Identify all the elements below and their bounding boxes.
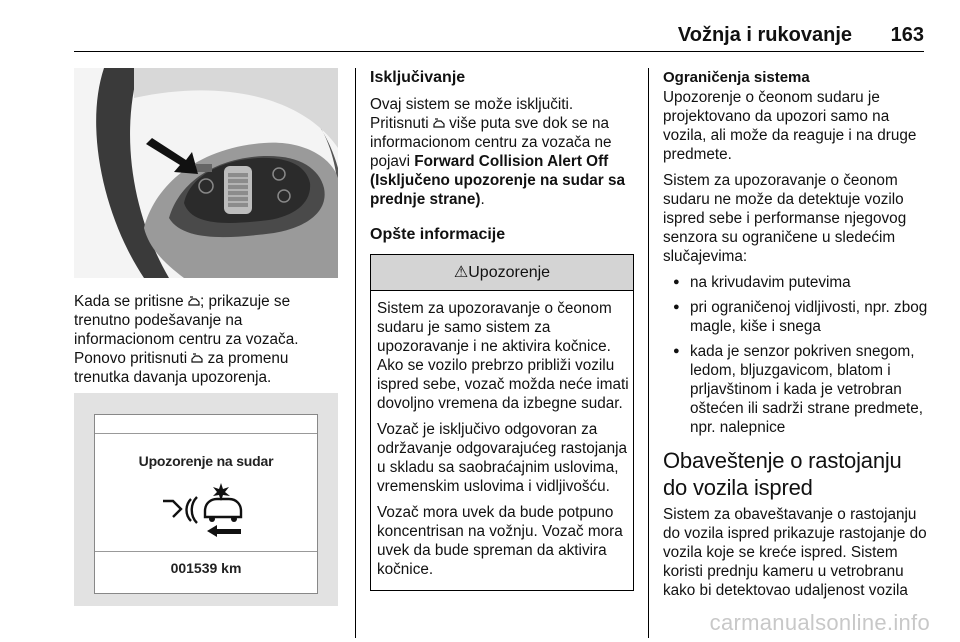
cluster-display-figure (74, 393, 338, 606)
warning-paragraph: Sistem za upozoravanje o čeonom sudaru je samo sistem za upozoravanje i ne aktivira kočnice. Ako se vozilo prebrzo približi vozilu ispred sebe, vozač možda neće imati dovoljno vremena da izbegne sudar. (377, 300, 629, 412)
column-divider-2 (648, 68, 649, 638)
heading-deactivation: Isključivanje (370, 69, 466, 86)
heading-following-distance: Obaveštenje o rastojanju do vozila ispred (663, 448, 902, 500)
warning-box (370, 254, 634, 591)
paragraph-limits-cases: Sistem za upozoravanje o čeonom sudaru ne može da detektuje vozilo ispred sebe i performanse njegovog senzora su ograničene u sledećim slučajevima: (663, 172, 907, 265)
warning-header (371, 255, 633, 291)
watermark: carmanualsonline.info (709, 610, 930, 635)
forward-collision-alert-icon (157, 481, 257, 545)
odometer-reading: 001539 km (170, 560, 242, 576)
heading-system-limits: Ograničenja sistema (663, 69, 810, 86)
heading-general-info: Opšte informacije (370, 226, 506, 243)
chapter-title: Vožnja i rukovanje (677, 24, 852, 46)
display-separator-top (95, 433, 317, 434)
column-divider-1 (355, 68, 356, 638)
car-distance-icon (433, 117, 445, 129)
list-item: ● na krivudavim putevima (663, 273, 931, 292)
paragraph-limits: Upozorenje o čeonom sudaru je projektovano da upozori samo na vozila, ali može da reaguje i na druge predmete. (663, 89, 917, 163)
limits-list (663, 273, 931, 437)
car-distance-icon (191, 352, 203, 364)
warning-triangle-icon: ⚠ (453, 264, 469, 281)
warning-title: Upozorenje (468, 264, 551, 281)
list-item: ● kada je senzor pokriven snegom, ledom, bljuzgavicom, blatom i prljavštinom i kada je vetrobran oštećen ili sadrži strane predmete, npr. nalepnice (663, 342, 931, 437)
page-header (74, 22, 924, 52)
list-item: ● pri ograničenoj vidljivosti, npr. zbog magle, kiše i snega (663, 298, 931, 336)
paragraph-following-distance: Sistem za obaveštavanje o rastojanju do vozila ispred prikazuje rastojanje do vozila koje se kreće ispred. Sistem koristi prednju kameru u vetrobranu kako bi detektovao udaljenost vozila (663, 506, 927, 599)
page-number: 163 (890, 24, 924, 46)
steering-wheel-figure (74, 68, 338, 278)
display-title: Upozorenje na sudar (138, 453, 274, 469)
paragraph-deactivation: Ovaj sistem se može isključiti. Pritisnuti više puta sve dok se na informacionom centru za vozača ne pojavi Forward Collision Alert Off (Isključeno upozorenje na sudar sa prednje strane). (370, 96, 626, 208)
right-column (663, 68, 931, 607)
paragraph-alert-setting: Kada se pritisne ; prikazuje se trenutno podešavanje na informacionom centru za vozača. Ponovo pritisnuti za promenu trenutka davanja upozorenja. (74, 293, 299, 386)
warning-body (371, 291, 633, 590)
warning-paragraph: Vozač je isključivo odgovoran za održavanje odgovarajućeg rastojanja u skladu sa saobraćajnim uslovima, vremenskim uslovima i vidljivošću. (377, 421, 628, 495)
display-separator-bottom (95, 551, 317, 552)
warning-paragraph: Vozač mora uvek da bude potpuno koncentrisan na vožnju. Vozač mora uvek da bude spreman da aktivira kočnice. (377, 504, 623, 578)
driver-info-display (94, 414, 318, 594)
car-distance-icon (188, 295, 200, 307)
middle-column (370, 68, 634, 591)
left-column-text (74, 292, 344, 394)
